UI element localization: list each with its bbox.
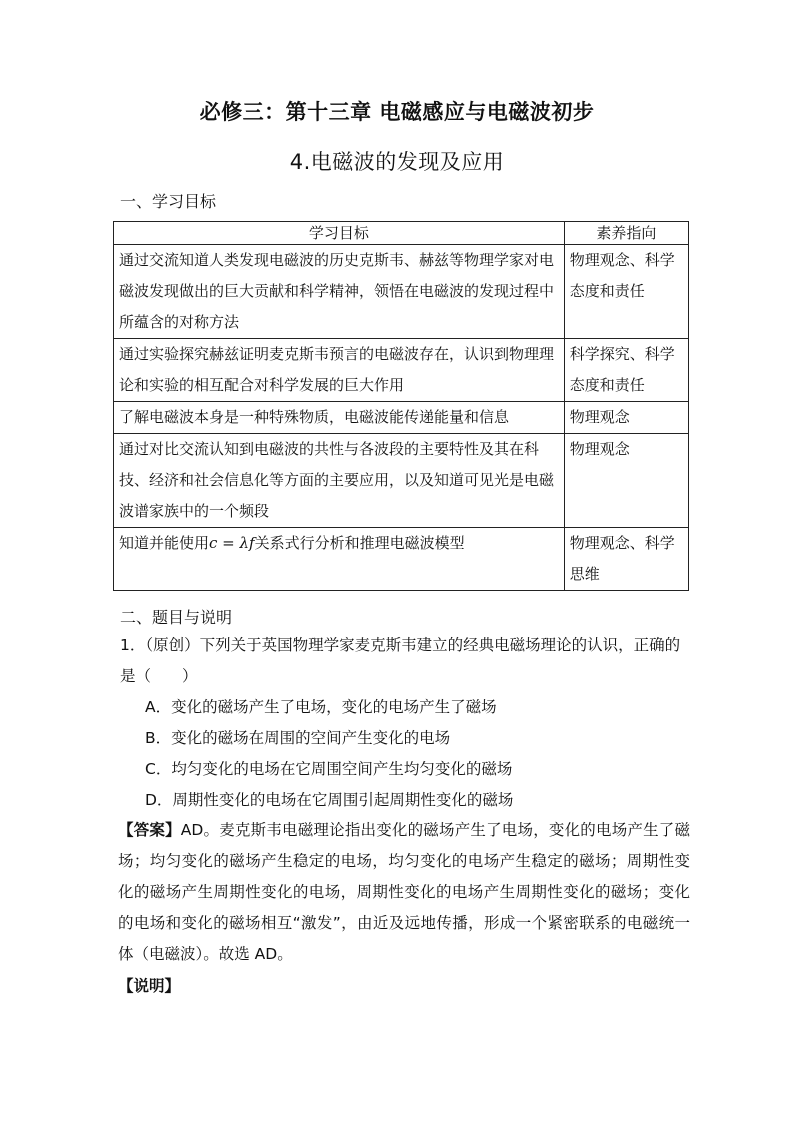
goal-cell: 通过对比交流认知到电磁波的共性与各波段的主要特性及其在科技、经济和社会信息化等方面的主要应用，以及知道可见光是电磁波谱家族中的一个频段 bbox=[114, 434, 565, 528]
table-row bbox=[114, 339, 689, 402]
table-row bbox=[114, 245, 689, 339]
learning-goals-table bbox=[113, 221, 689, 591]
answer-paragraph bbox=[118, 815, 690, 970]
literacy-cell: 科学探究、科学态度和责任 bbox=[564, 339, 688, 402]
option-c: C．均匀变化的电场在它周围空间产生均匀变化的磁场 bbox=[145, 760, 513, 778]
goal-cell: 通过实验探究赫兹证明麦克斯韦预言的电磁波存在，认识到物理理论和实验的相互配合对科学发展的巨大作用 bbox=[114, 339, 565, 402]
option-b: B．变化的磁场在周围的空间产生变化的电场 bbox=[145, 729, 451, 747]
question-stem: 1．（原创）下列关于英国物理学家麦克斯韦建立的经典电磁场理论的认识，正确的是（ ） bbox=[120, 636, 681, 685]
option-d: D．周期性变化的电场在它周围引起周期性变化的磁场 bbox=[145, 791, 514, 809]
goal-text: 知道并能使用 bbox=[119, 534, 210, 552]
section-heading-questions: 二、题目与说明 bbox=[120, 608, 233, 627]
literacy-cell: 物理观念、科学思维 bbox=[564, 528, 688, 591]
table-row bbox=[114, 434, 689, 528]
literacy-cell: 物理观念 bbox=[564, 402, 688, 434]
literacy-cell: 物理观念 bbox=[564, 434, 688, 528]
option-a: A．变化的磁场产生了电场，变化的电场产生了磁场 bbox=[145, 698, 497, 716]
header-goal: 学习目标 bbox=[114, 222, 565, 245]
document-title: 必修三：第十三章 电磁感应与电磁波初步 bbox=[199, 100, 595, 124]
goal-cell: 通过交流知道人类发现电磁波的历史克斯韦、赫兹等物理学家对电磁波发现做出的巨大贡献和科学精神，领悟在电磁波的发现过程中所蕴含的对称方法 bbox=[114, 245, 565, 339]
lesson-title: 4.电磁波的发现及应用 bbox=[289, 150, 505, 174]
goal-cell: 了解电磁波本身是一种特殊物质，电磁波能传递能量和信息 bbox=[114, 402, 565, 434]
goal-text: 关系式行分析和推理电磁波模型 bbox=[254, 534, 465, 552]
goal-cell bbox=[114, 528, 565, 591]
header-literacy: 素养指向 bbox=[564, 222, 688, 245]
explain-label: 【说明】 bbox=[118, 977, 181, 995]
answer-text: AD。麦克斯韦电磁理论指出变化的磁场产生了电场，变化的电场产生了磁场；均匀变化的磁场产生稳定的电场，均匀变化的电场产生稳定的磁场；周期性变化的磁场产生周期性变化的电场，周期性变化的电场产生周期性变化的磁场；变化的电场和变化的磁场相互“激发”，由近及远地传播，形成一个紧密联系的电磁统一体（电磁波）。故选 AD。 bbox=[118, 821, 690, 963]
table-header-row bbox=[114, 222, 689, 245]
answer-label: 【答案】 bbox=[118, 821, 181, 839]
literacy-cell: 物理观念、科学态度和责任 bbox=[564, 245, 688, 339]
formula: c = λf bbox=[209, 534, 255, 552]
table-row bbox=[114, 528, 689, 591]
table-row bbox=[114, 402, 689, 434]
section-heading-goals: 一、学习目标 bbox=[120, 192, 217, 211]
